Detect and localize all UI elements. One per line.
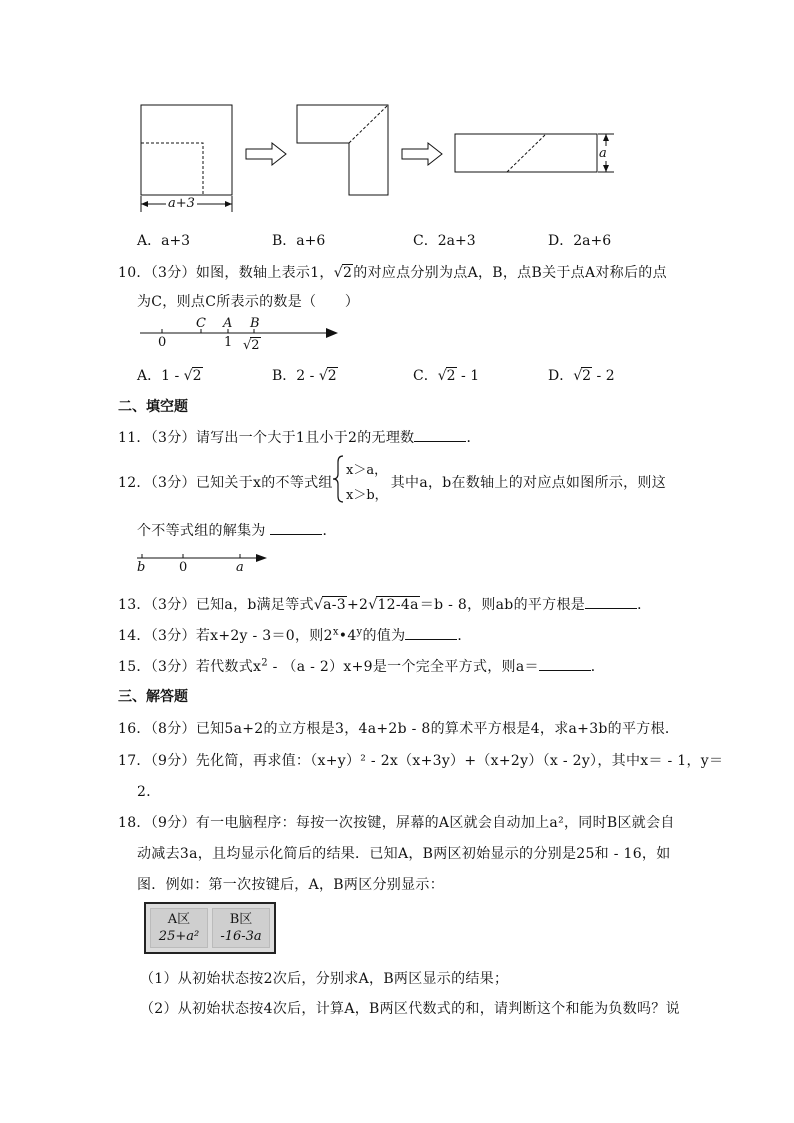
axis-label-zero: 0: [158, 335, 167, 350]
q12-line2: 个不等式组的解集为 ．: [137, 523, 337, 539]
q10-option-c: C．√2 - 1: [413, 368, 480, 384]
q9-option-b: B．a+6: [272, 233, 326, 249]
q17-line2: 2．: [137, 784, 161, 800]
figure-width-label: a+3: [168, 196, 195, 211]
q10-line2: 为C，则点C所表示的数是（ ）: [137, 294, 360, 310]
sqrt-symbol: √2: [333, 265, 353, 281]
axis-label-a: a: [236, 560, 244, 575]
q9-option-a: A．a+3: [137, 233, 191, 249]
q10-option-a: A．1 - √2: [137, 368, 202, 384]
q17-line1: 17．（9分）先化简，再求值：（x+y）² - 2x（x+3y）+（x+2y）（x - 2y），其中x＝ - 1，y＝: [118, 753, 724, 769]
q15-text: 15．（3分）若代数式$x^2 - (a - 2)x+9$是一个完全平方式，则a＝ ．: [118, 657, 606, 675]
q18-line3: 图．例如：第一次按键后，A，B两区分别显示：: [137, 877, 444, 893]
answer-blank: [585, 596, 637, 609]
screen-area-a: A区 25+a²: [150, 908, 208, 948]
axis-label-b: B: [250, 316, 260, 331]
answer-blank: [405, 627, 457, 640]
section-title-fill-in: 二、填空题: [118, 399, 188, 415]
figure-side-label: a: [599, 146, 607, 161]
axis-label-b: b: [137, 560, 146, 575]
section-title-solve: 三、解答题: [118, 689, 188, 705]
q13-text: 13．（3分）已知a，b满足等式√a-3+2√12-4a＝b - 8，则ab的平方根是 ．: [118, 597, 652, 613]
q12-line1: 12．（3分）已知关于x的不等式组 其中a，b在数轴上的对应点如图所示，则这: [118, 475, 667, 491]
q9-option-d: D．2a+6: [548, 233, 612, 249]
q18-line2: 动减去3a，且均显示化简后的结果．已知A，B两区初始显示的分别是25和 - 16，如: [137, 846, 671, 862]
answer-blank: [539, 658, 591, 671]
q18-sub2: （2）从初始状态按4次后，计算A，B两区代数式的和，请判断这个和能为负数吗？说: [140, 1001, 680, 1017]
axis-label-sqrt2: √2: [243, 338, 260, 353]
axis-label-one: 1: [224, 335, 233, 350]
calculator-screen: [144, 902, 276, 954]
q14-text: 14．（3分）若x+2y - 3＝0，则2$^x$•4$^y$的值为 ．: [118, 626, 472, 644]
q12-inequality-2: x＞b，: [346, 488, 388, 503]
q16-text: 16．（8分）已知5a+2的立方根是3，4a+2b - 8的算术平方根是4，求a+3b的平方根．: [118, 721, 680, 737]
axis-label-a: A: [223, 316, 233, 331]
q10-option-d: D．√2 - 2: [548, 368, 615, 384]
q11-text: 11．（3分）请写出一个大于1且小于2的无理数 ．: [118, 430, 481, 446]
axis-label-zero: 0: [179, 560, 188, 575]
q10-option-b: B．2 - √2: [272, 368, 337, 384]
q12-inequality-1: x＞a，: [346, 463, 388, 478]
q18-sub1: （1）从初始状态按2次后，分别求A，B两区显示的结果；: [140, 971, 509, 987]
screen-area-b: B区 -16-3a: [212, 908, 270, 948]
q9-option-c: C．2a+3: [413, 233, 476, 249]
axis-label-c: C: [196, 316, 206, 331]
q10-line1: 10．（3分）如图，数轴上表示1，√2的对应点分别为点A，B，点B关于点A对称后的点: [118, 265, 667, 281]
q18-line1: 18．（9分）有一电脑程序：每按一次按键，屏幕的A区就会自动加上a²，同时B区就会自: [118, 815, 675, 831]
